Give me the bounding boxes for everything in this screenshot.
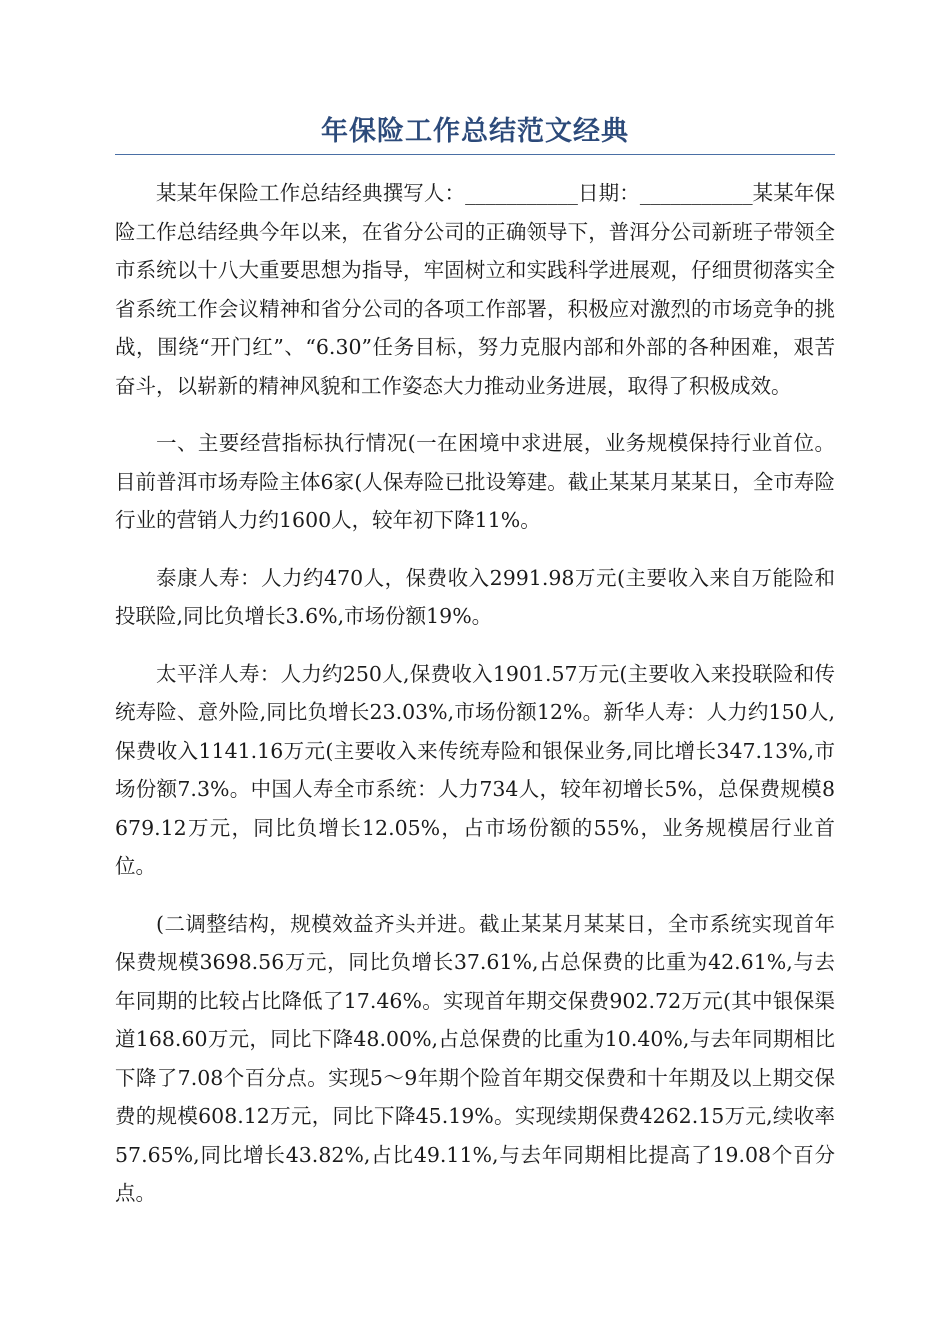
paragraph-pacific-newchina-china-life: 太平洋人寿：人力约250人,保费收入1901.57万元(主要收入来投联险和传统寿险、意外险,同比负增长23.03%,市场份额12%。新华人寿：人力约150人,保费收入1141.16万元(主要收入来传统寿险和银保业务,同比增长347.13%,市场份额7.3%。中国人寿全市系统：人力734人，较年初增长5%，总保费规模8679.12万元，同比负增长12.05%，占市场份额的55%，业务规模居行业首位。 xyxy=(115,661,835,878)
paragraph-taikang: 泰康人寿：人力约470人，保费收入2991.98万元(主要收入来自万能险和投联险,同比负增长3.6%,市场份额19%。 xyxy=(115,565,835,628)
paragraph-intro: 某某年保险工作总结经典撰写人：___________日期：___________某某年保险工作总结经典今年以来，在省分公司的正确领导下，普洱分公司新班子带领全市系统以十八大重要思想为指导，牢固树立和实践科学进展观，仔细贯彻落实全省系统工作会议精神和省分公司的各项工作部署，积极应对激烈的市场竞争的挑战，围绕“开门红”、“6.30”任务目标，努力克服内部和外部的各种困难，艰苦奋斗，以崭新的精神风貌和工作姿态大力推动业务进展，取得了积极成效。 xyxy=(115,181,835,398)
title-underline xyxy=(115,154,835,155)
document-title: 年保险工作总结范文经典 xyxy=(321,116,629,147)
paragraph-section-one: 一、主要经营指标执行情况(一在困境中求进展，业务规模保持行业首位。目前普洱市场寿险主体6家(人保寿险已批设筹建。截止某某月某某日，全市寿险行业的营销人力约1600人，较年初下降11%。 xyxy=(115,431,835,532)
paragraph-section-two: (二调整结构，规模效益齐头并进。截止某某月某某日，全市系统实现首年保费规模3698.56万元，同比负增长37.61%,占总保费的比重为42.61%,与去年同期的比较占比降低了17.46%。实现首年期交保费902.72万元(其中银保渠道168.60万元，同比下降48.00%,占总保费的比重为10.40%,与去年同期相比下降了7.08个百分点。实现5～9年期个险首年期交保费和十年期及以上期交保费的规模608.12万元，同比下降45.19%。实现续期保费4262.15万元,续收率57.65%,同比增长43.82%,占比49.11%,与去年同期相比提高了19.08个百分点。 xyxy=(115,911,835,1205)
document-body xyxy=(115,174,835,1232)
